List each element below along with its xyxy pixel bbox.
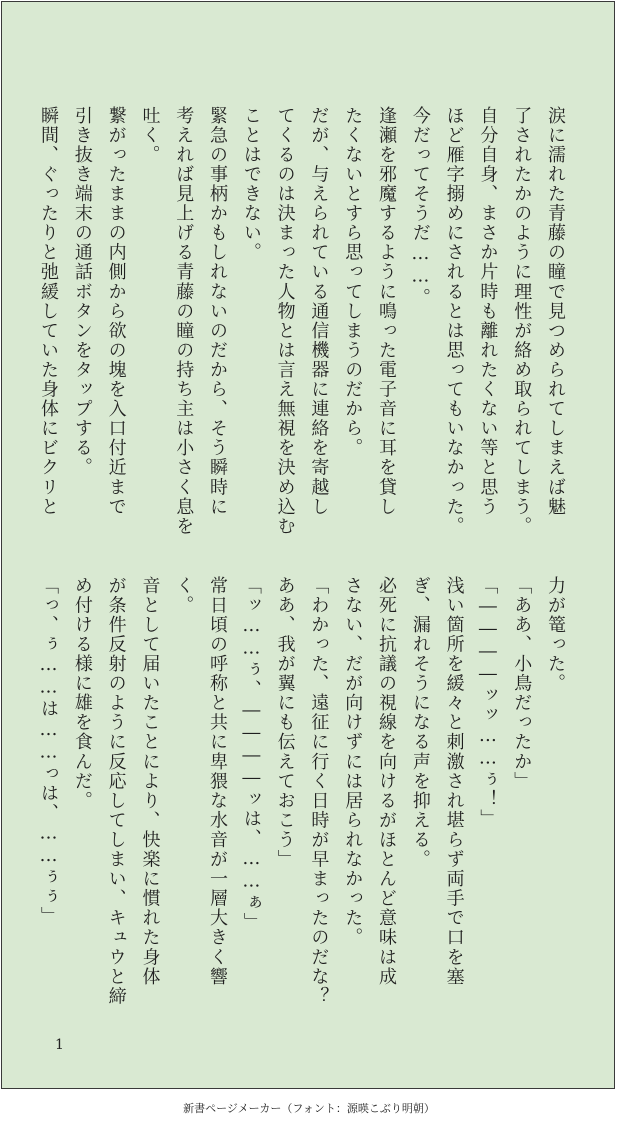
book-page — [1, 1, 615, 1089]
text-line: 「わかった、遠征に行く日時が早まったのだな？ — [308, 576, 330, 1007]
text-line: 「ッ……ぅ、――――ッは、……ぁ」 — [240, 576, 262, 933]
text-line: 今だってそうだ……。 — [409, 106, 431, 308]
text-line: 浅い箇所を緩々と刺激され堪らず両手で口を塞 — [443, 576, 465, 987]
text-line: 緊急の事柄かもしれないのだから、そう瞬時に — [207, 106, 229, 517]
page-number: 1 — [55, 1037, 64, 1053]
text-line: 力が篭った。 — [545, 576, 566, 694]
text-line: 自分自身、まさか片時も離れたくない等と思う — [477, 106, 499, 517]
text-line: ことはできない。 — [240, 106, 262, 263]
text-line: 「っ、ぅ……は……っは、……ぅぅ」 — [38, 576, 60, 927]
upper-text-block — [31, 106, 572, 537]
footer-credit: 新書ページメーカー（フォント：源暎こぶり明朝） — [183, 1102, 435, 1115]
text-line: が条件反射のように反応してしまい、キュウと締 — [105, 576, 127, 1007]
text-line: 音として届いたことにより、快楽に慣れた身体 — [139, 576, 161, 987]
text-line: 「ああ、小鳥だったか」 — [511, 576, 533, 792]
text-line: め付ける様に雄を食んだ。 — [71, 576, 93, 811]
text-line: ああ、我が翼にも伝えておこう」 — [274, 576, 296, 870]
text-line: 必死に抗議の視線を向けるがほとんど意味は成 — [376, 576, 398, 987]
text-line: たくないとすら思ってしまうのだから。 — [342, 106, 364, 458]
text-line: 「――――ッッ……ぅ！」 — [477, 576, 499, 829]
text-line: 引き抜き端末の通話ボタンをタップする。 — [71, 106, 93, 478]
text-line: 了されたかのように理性が絡め取られてしまう。 — [511, 106, 533, 537]
text-line: 涙に濡れた青藤の瞳で見つめられてしまえば魅 — [545, 106, 566, 517]
text-line: 繋がったままの内側から欲の塊を入口付近まで — [105, 106, 127, 517]
text-line: だが、与えられている通信機器に連絡を寄越し — [308, 106, 330, 517]
text-line: てくるのは決まった人物とは言え無視を決め込む — [274, 106, 296, 537]
text-line: 瞬間、ぐったりと弛緩していた身体にビクリと — [38, 106, 60, 517]
text-line: ぎ、漏れそうになる声を抑える。 — [409, 576, 431, 870]
text-line: 逢瀬を邪魔するように鳴った電子音に耳を貸し — [376, 106, 398, 517]
lower-text-block — [31, 576, 572, 1007]
text-line: 常日頃の呼称と共に卑猥な水音が一層大きく響 — [207, 576, 229, 987]
text-line: ほど雁字搦めにされるとは思ってもいなかった。 — [443, 106, 465, 537]
text-line: く。 — [173, 576, 195, 616]
text-line: さない、だが向けずには居られなかった。 — [342, 576, 364, 948]
text-line: 吐く。 — [139, 106, 161, 165]
text-line: 考えれば見上げる青藤の瞳の持ち主は小さく息を — [173, 106, 195, 537]
